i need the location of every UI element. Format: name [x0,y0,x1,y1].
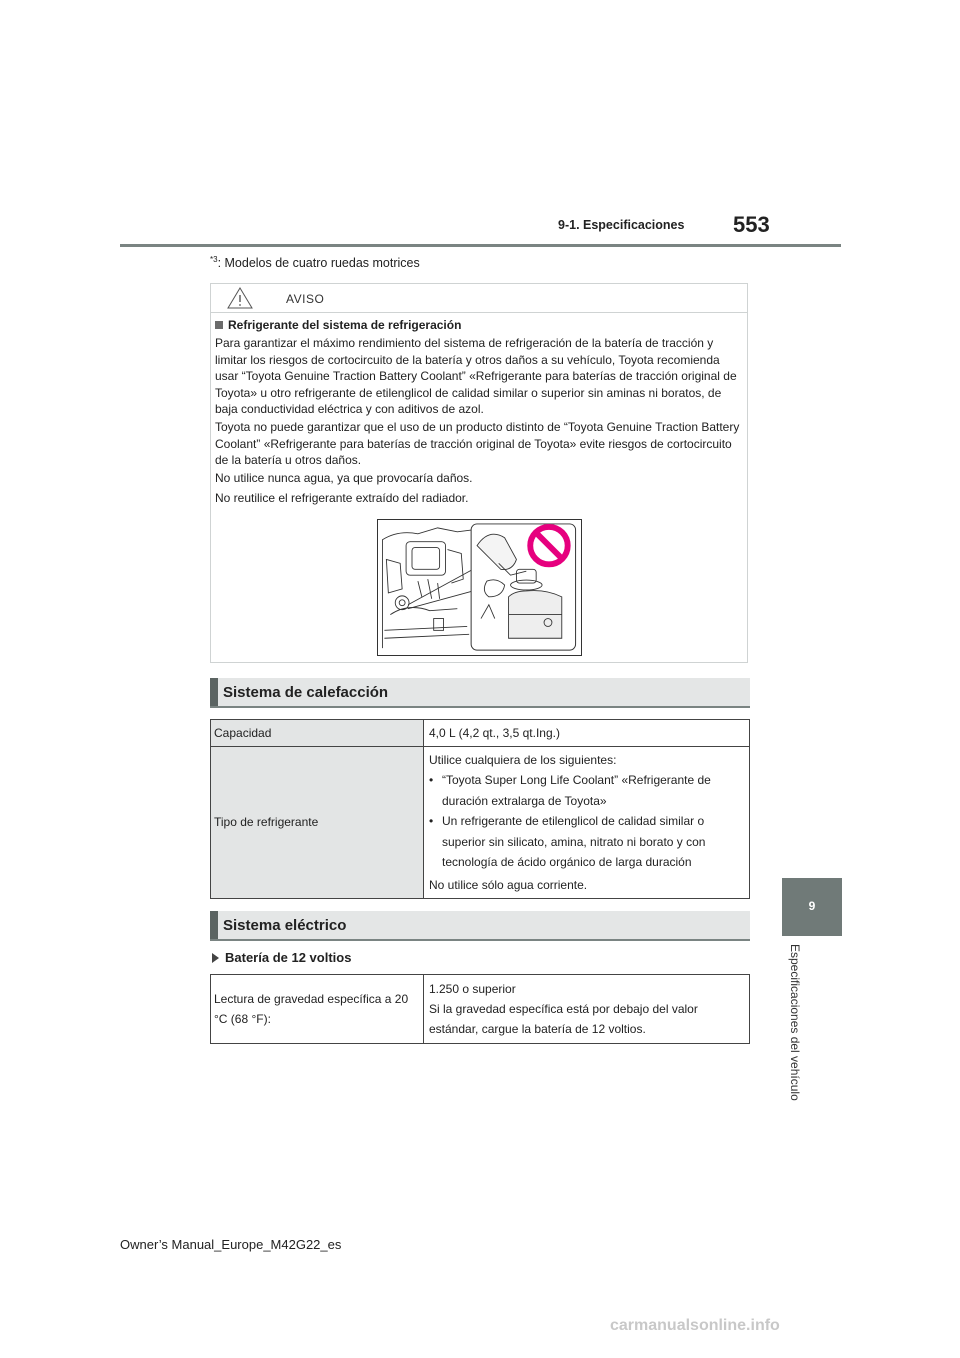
coolant-note: No utilice sólo agua corriente. [429,877,588,892]
footnote-marker: *3 [210,255,218,264]
coolant-option: • Un refrigerante de etilenglicol de calidad similar o superior sin silicato, amina, nitrato ni borato y con tecnología de ácido orgánico de larga duración [429,811,743,873]
warning-paragraph: Para garantizar el máximo rendimiento del sistema de refrigeración de la batería de tracción y limitar los riesgos de cortocircuito de la batería y otros daños a su vehículo, Toyota recomienda usar “Toyota Genuine Traction Battery Coolant” «Refrigerante para baterías de tracción original de Toyota» u otro refrigerante de etilenglicol de calidad similar o superior sin aminas ni boratos, de baja conductividad eléctrica y con aditivos de azol. [215,336,737,417]
capacity-label: Capacidad [211,720,424,747]
coolant-type-label: Tipo de refrigerante [211,747,424,899]
table-row [211,975,750,1044]
section-title: 9-1. Especificaciones [558,218,685,232]
chapter-label [788,944,808,1184]
warning-triangle-icon [227,287,253,309]
warning-subtitle [215,318,461,332]
gravity-note: Si la gravedad específica está por debajo del valor estándar, cargue la batería de 12 voltios. [429,1002,698,1036]
capacity-value: 4,0 L (4,2 qt., 3,5 qt.Ing.) [424,720,750,747]
page-number: 553 [733,212,770,237]
gravity-value [424,975,750,1044]
section-heading-electrical [210,911,750,941]
heating-spec-table [210,719,750,899]
warning-paragraph: No reutilice el refrigerante extraído del radiador. [215,491,469,505]
footnote [210,255,420,270]
header-rule [120,244,841,247]
warning-header-rule [211,312,747,313]
warning-subtitle-text: Refrigerante del sistema de refrigeración [228,318,462,332]
chapter-number: 9 [808,899,816,913]
square-bullet-icon [215,321,223,329]
chapter-label-text: Especificaciones del vehículo [788,944,802,1101]
warning-label: AVISO [286,292,325,306]
section-heading-text: Sistema de calefacción [223,684,389,701]
warning-paragraph: No utilice nunca agua, ya que provocaría daños. [215,471,473,485]
warning-paragraph: Toyota no puede garantizar que el uso de un producto distinto de “Toyota Genuine Traction Battery Coolant” «Refrigerante para baterías de tracción original de Toyota» evite riesgos de cortocircuito de la batería u otros daños. [215,420,740,468]
table-row [211,720,750,747]
coolant-prohibition-illustration [377,519,582,656]
triangle-bullet-icon [212,953,219,963]
battery-spec-table [210,974,750,1044]
section-heading-heating [210,678,750,708]
footnote-text: : Modelos de cuatro ruedas motrices [217,256,420,271]
coolant-type-value [424,747,750,899]
gravity-label: Lectura de gravedad específica a 20 °C (68 °F): [211,975,424,1044]
coolant-option: • “Toyota Super Long Life Coolant” «Refrigerante de duración extralarga de Toyota» [429,770,743,811]
gravity-threshold: 1.250 o superior [429,982,516,996]
watermark: carmanualsonline.info [610,1317,780,1334]
manual-footer: Owner’s Manual_Europe_M42G22_es [120,1237,342,1252]
battery-subheading [212,950,351,965]
table-row [211,747,750,899]
coolant-intro: Utilice cualquiera de los siguientes: [429,753,617,767]
section-heading-text: Sistema eléctrico [223,917,347,934]
battery-subheading-text: Batería de 12 voltios [225,950,352,965]
